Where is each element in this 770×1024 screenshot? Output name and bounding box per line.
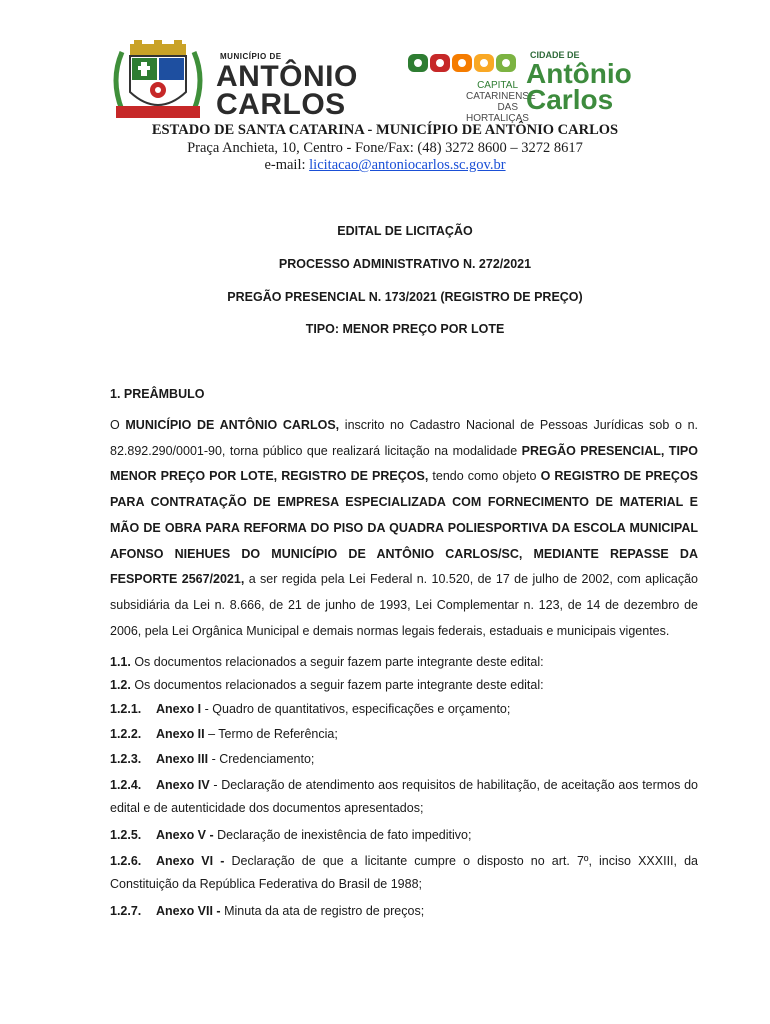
- item-number: 1.2.7.: [110, 904, 142, 918]
- list-item: [110, 724, 698, 744]
- item-annex: Anexo V -: [156, 828, 214, 842]
- catarinense-word: CATARINENSE: [466, 91, 536, 102]
- hortalicas-word: DAS HORTALIÇAS: [466, 102, 529, 124]
- item-annex: Anexo III: [156, 752, 209, 766]
- item-text: - Credenciamento;: [208, 752, 315, 766]
- section-heading: 1. PREÂMBULO: [110, 387, 205, 401]
- p-modality: PREGÃO PRESENCIAL, TIPO MENOR PREÇO POR LOTE, REGISTRO DE PREÇOS,: [110, 443, 698, 484]
- logo-small-text: MUNICÍPIO DE: [220, 52, 282, 61]
- list-item: [110, 652, 698, 672]
- p-text-c: a ser regida pela Lei Federal n. 10.520, de 17 de julho de 2002, com aplicação subsidiária da Lei n. 8.666, de 21 de junho de 1993, Lei Complementar n. 123, de 14 de dezembro de 2006, pela Lei Orgânica Municipal e demais normas legais federais, estaduais e municipais vigentes.: [110, 572, 698, 638]
- list-item: [110, 850, 698, 896]
- item-text: - Quadro de quantitativos, especificações e orçamento;: [201, 702, 511, 716]
- item-number: 1.2.3.: [110, 752, 142, 766]
- item-number: 1.2.5.: [110, 828, 142, 842]
- item-annex: Anexo VI -: [156, 854, 225, 868]
- bid-type: TIPO: MENOR PREÇO POR LOTE: [305, 322, 505, 336]
- municipality-logo: [108, 40, 370, 122]
- item-text: Minuta da ata de registro de preços;: [220, 904, 425, 918]
- address-line: Praça Anchieta, 10, Centro - Fone/Fax: (48) 3272 8600 – 3272 8617: [187, 140, 583, 156]
- item-annex: Anexo II: [156, 727, 205, 741]
- item-text: Os documentos relacionados a seguir fazem parte integrante deste edital:: [130, 655, 544, 669]
- item-number: 1.2.: [110, 678, 131, 692]
- capital-text: [466, 80, 536, 124]
- item-text: Os documentos relacionados a seguir fazem parte integrante deste edital:: [130, 678, 544, 692]
- item-text: Declaração de inexistência de fato impeditivo;: [213, 828, 472, 842]
- city-brand-logo: [408, 50, 662, 124]
- item-number: 1.2.6.: [110, 854, 142, 868]
- email-link[interactable]: licitacao@antoniocarlos.sc.gov.br: [309, 157, 506, 173]
- item-annex: Anexo VII -: [156, 904, 221, 918]
- capital-word: CAPITAL: [477, 80, 518, 91]
- document-title: EDITAL DE LICITAÇÃO: [337, 224, 473, 238]
- preamble-paragraph: [110, 413, 698, 644]
- coat-of-arms-icon: [108, 40, 208, 122]
- list-item: [110, 774, 698, 820]
- list-item: [110, 901, 698, 921]
- item-number: 1.2.1.: [110, 702, 142, 716]
- item-number: 1.2.2.: [110, 727, 142, 741]
- logo-line-1: ANTÔNIO: [216, 60, 358, 93]
- p-object: O REGISTRO DE PREÇOS PARA CONTRATAÇÃO DE EMPRESA ESPECIALIZADA COM FORNECIMENTO DE MATERIAL E MÃO DE OBRA PARA REFORMA DO PISO DA QUADRA POLIESPORTIVA DA ESCOLA MUNICIPAL AFONSO NIEHUES DO MUNICÍPIO DE ANTÔNIO CARLOS/SC, MEDIANTE REPASSE DA FESPORTE 2567/2021,: [110, 469, 698, 587]
- p-o: O: [110, 418, 126, 432]
- item-text: – Termo de Referência;: [204, 727, 338, 741]
- vegetables-icon: [408, 50, 520, 76]
- state-line: ESTADO DE SANTA CATARINA - MUNICÍPIO DE ANTÔNIO CARLOS: [151, 122, 619, 138]
- p-text-b: tendo como objeto: [428, 469, 541, 484]
- brand-line-1: Antônio: [526, 58, 632, 89]
- list-item: [110, 825, 698, 845]
- p-text-a: inscrito no Cadastro Nacional de Pessoas Jurídicas sob o n. 82.892.290/0001-90, torna público que realizará licitação na modalidade: [110, 418, 698, 458]
- list-item: [110, 699, 698, 719]
- item-text: - Declaração de atendimento aos requisitos de habilitação, de aceitação aos termos do edital e de autenticidade dos documentos apresentados;: [110, 778, 698, 815]
- item-number: 1.1.: [110, 655, 131, 669]
- logo-line-2: CARLOS: [216, 88, 346, 121]
- list-item: [110, 675, 698, 695]
- auction-number: PREGÃO PRESENCIAL N. 173/2021 (REGISTRO DE PREÇO): [227, 290, 583, 304]
- item-number: 1.2.4.: [110, 778, 142, 792]
- email-prefix: e-mail:: [264, 157, 310, 173]
- brand-line-2: Carlos: [526, 84, 614, 115]
- cidade-label: CIDADE DE: [530, 50, 580, 60]
- process-number: PROCESSO ADMINISTRATIVO N. 272/2021: [278, 257, 532, 271]
- email-line: [0, 157, 770, 174]
- p-municipality: MUNICÍPIO DE ANTÔNIO CARLOS,: [125, 418, 340, 432]
- item-annex: Anexo I: [156, 702, 202, 716]
- item-text: Declaração de que a licitante cumpre o disposto no art. 7º, inciso XXXIII, da Constituição da República Federativa do Brasil de 1988;: [110, 854, 698, 891]
- list-item: [110, 749, 698, 769]
- item-annex: Anexo IV: [156, 778, 210, 792]
